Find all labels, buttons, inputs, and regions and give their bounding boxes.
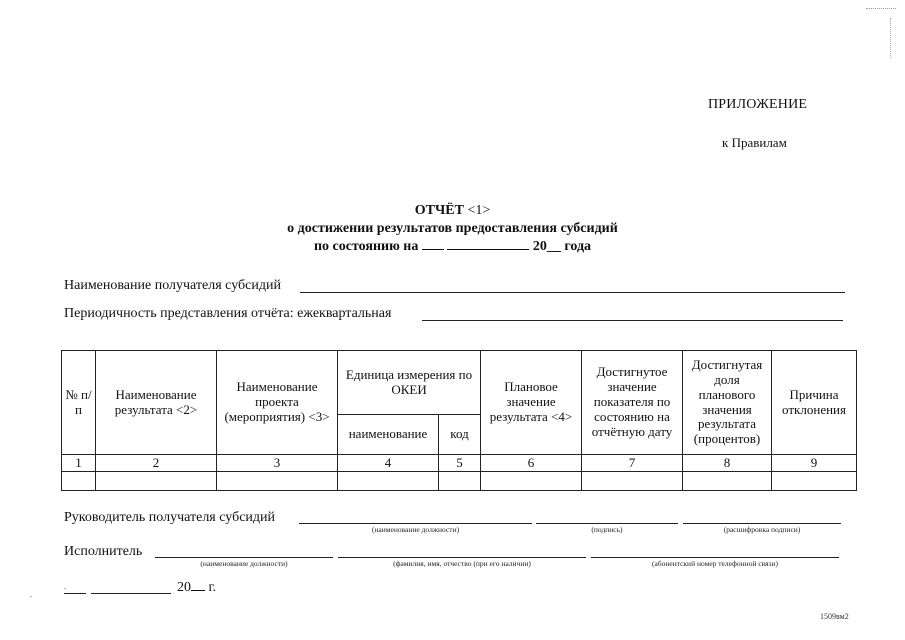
header-project-name: Наименование проекта (мероприятия) <3>	[217, 351, 338, 455]
report-subtitle: о достижении результатов предоставления субсидий	[287, 221, 618, 236]
report-date-prefix: по состоянию на	[313, 239, 422, 254]
table-cell[interactable]	[338, 472, 439, 491]
date-month-field[interactable]	[91, 593, 171, 594]
report-title-main: ОТЧЁТ	[414, 203, 464, 218]
column-number: 4	[338, 455, 439, 472]
head-signature-hint: (подпись)	[591, 525, 623, 534]
footer-code: 1509вм2	[820, 612, 849, 621]
column-number: 9	[772, 455, 857, 472]
header-num: № п/п	[62, 351, 96, 455]
periodicity-field[interactable]	[422, 320, 843, 321]
table-cell[interactable]	[772, 472, 857, 491]
column-number: 8	[683, 455, 772, 472]
head-position-hint: (наименование должности)	[371, 525, 460, 534]
report-day-blank	[422, 238, 444, 250]
header-result-name: Наименование результата <2>	[96, 351, 217, 455]
head-decoding-field[interactable]	[683, 523, 841, 524]
periodicity-label: Периодичность представления отчёта: ежеквартальная	[64, 306, 392, 321]
header-deviation-reason: Причина отклонения	[772, 351, 857, 455]
scan-artifact-vertical	[890, 18, 892, 58]
table-cell[interactable]	[439, 472, 481, 491]
column-number: 7	[582, 455, 683, 472]
column-number-row	[62, 455, 857, 472]
table-cell[interactable]	[217, 472, 338, 491]
date-day-field[interactable]	[64, 593, 86, 594]
head-label: Руководитель получателя субсидий	[64, 510, 276, 525]
column-number: 3	[217, 455, 338, 472]
recipient-field[interactable]	[300, 292, 845, 293]
report-date-line	[0, 238, 905, 255]
header-unit-group: Единица измерения по ОКЕИ	[338, 351, 481, 415]
appendix-heading: ПРИЛОЖЕНИЕ	[708, 97, 808, 112]
report-title	[0, 203, 905, 219]
table-cell[interactable]	[582, 472, 683, 491]
recipient-label: Наименование получателя субсидий	[64, 278, 281, 293]
column-number: 1	[62, 455, 96, 472]
to-rules-caption: к Правилам	[722, 135, 787, 150]
scan-artifact-dot: .	[64, 582, 66, 591]
scan-artifact	[866, 8, 896, 9]
executor-position-field[interactable]	[155, 557, 333, 558]
scan-artifact-dot: .	[30, 590, 32, 599]
date-year-suffix: г.	[205, 580, 217, 595]
head-position-field[interactable]	[299, 523, 532, 524]
report-year: 20__	[532, 239, 561, 254]
report-date-suffix: года	[560, 239, 592, 254]
executor-fio-field[interactable]	[338, 557, 586, 558]
report-table	[61, 350, 857, 491]
head-signature-field[interactable]	[536, 523, 678, 524]
executor-phone-hint: (абонентский номер телефонной связи)	[651, 559, 779, 568]
table-row	[62, 472, 857, 491]
table-cell[interactable]	[481, 472, 582, 491]
header-achieved-share: Достигнутая доля планового значения результата (процентов)	[683, 351, 772, 455]
date-year-blank[interactable]	[191, 579, 205, 591]
executor-label: Исполнитель	[64, 544, 143, 559]
table-cell[interactable]	[62, 472, 96, 491]
header-unit-code: код	[439, 415, 481, 455]
executor-phone-field[interactable]	[591, 557, 839, 558]
header-planned-value: Плановое значение результата <4>	[481, 351, 582, 455]
date-year-line	[177, 579, 216, 596]
column-number: 6	[481, 455, 582, 472]
table-cell[interactable]	[96, 472, 217, 491]
head-decoding-hint: (расшифровка подписи)	[723, 525, 801, 534]
date-year-prefix: 20	[177, 580, 191, 595]
column-number: 5	[439, 455, 481, 472]
header-achieved-value: Достигнутое значение показателя по состоянию на отчётную дату	[582, 351, 683, 455]
table-cell[interactable]	[683, 472, 772, 491]
report-title-footnote: <1>	[463, 203, 491, 218]
executor-position-hint: (наименование должности)	[200, 559, 288, 568]
column-number: 2	[96, 455, 217, 472]
executor-fio-hint: (фамилия, имя, отчество (при его наличии)	[393, 559, 531, 568]
header-unit-name: наименование	[338, 415, 439, 455]
report-month-blank	[447, 238, 529, 250]
